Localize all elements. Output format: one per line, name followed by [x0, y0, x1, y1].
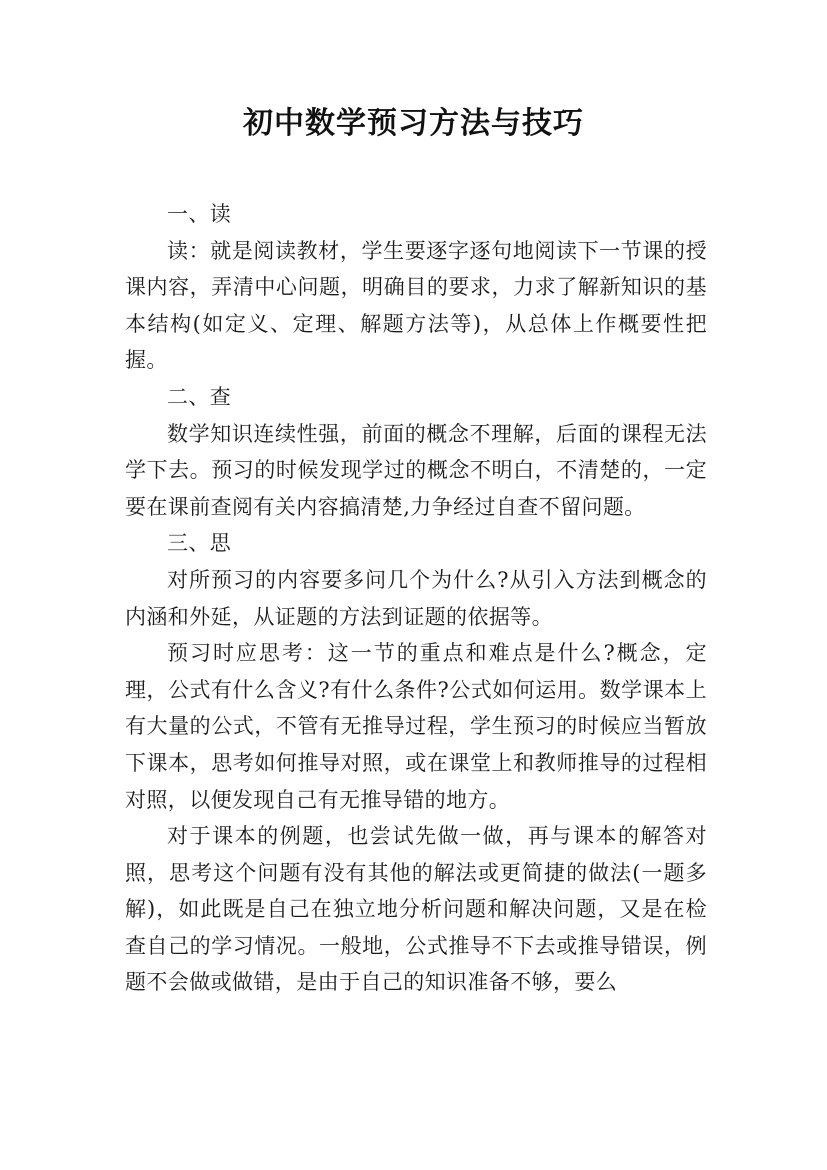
- section-heading-think: 三、思: [167, 531, 232, 556]
- paragraph: 读：就是阅读教材，学生要逐字逐句地阅读下一节课的授课内容，弄清中心问题，明确目的要求，力求了解新知识的基本结构(如定义、定理、解题方法等)，从总体上作概要性把握。: [125, 238, 707, 373]
- section-heading-read: 一、读: [167, 202, 232, 226]
- document-body: [125, 196, 707, 1001]
- paragraph: 预习时应思考：这一节的重点和难点是什么?概念，定理，公式有什么含义?有什么条件?公式如何运用。数学课本上有大量的公式，不管有无推导过程，学生预习的时候应当暂放下课本，思考如何推导对照，或在课堂上和教师推导的过程相对照，以便发现自己有无推导错的地方。: [125, 641, 707, 812]
- page-title: 初中数学预习方法与技巧: [243, 106, 584, 141]
- paragraph: 数学知识连续性强，前面的概念不理解，后面的课程无法学下去。预习的时候发现学过的概念不明白，不清楚的，一定要在课前查阅有关内容搞清楚,力争经过自查不留问题。: [125, 421, 707, 519]
- section-heading-check: 二、查: [167, 384, 232, 409]
- paragraph: 对所预习的内容要多问几个为什么?从引入方法到概念的内涵和外延，从证题的方法到证题的依据等。: [125, 567, 707, 629]
- paragraph: 对于课本的例题，也尝试先做一做，再与课本的解答对照，思考这个问题有没有其他的解法或更简捷的做法(一题多解)，如此既是自己在独立地分析问题和解决问题，又是在检查自己的学习情况。一般地，公式推导不下去或推导错误，例题不会做或做错，是由于自己的知识准备不够，要么: [125, 824, 707, 995]
